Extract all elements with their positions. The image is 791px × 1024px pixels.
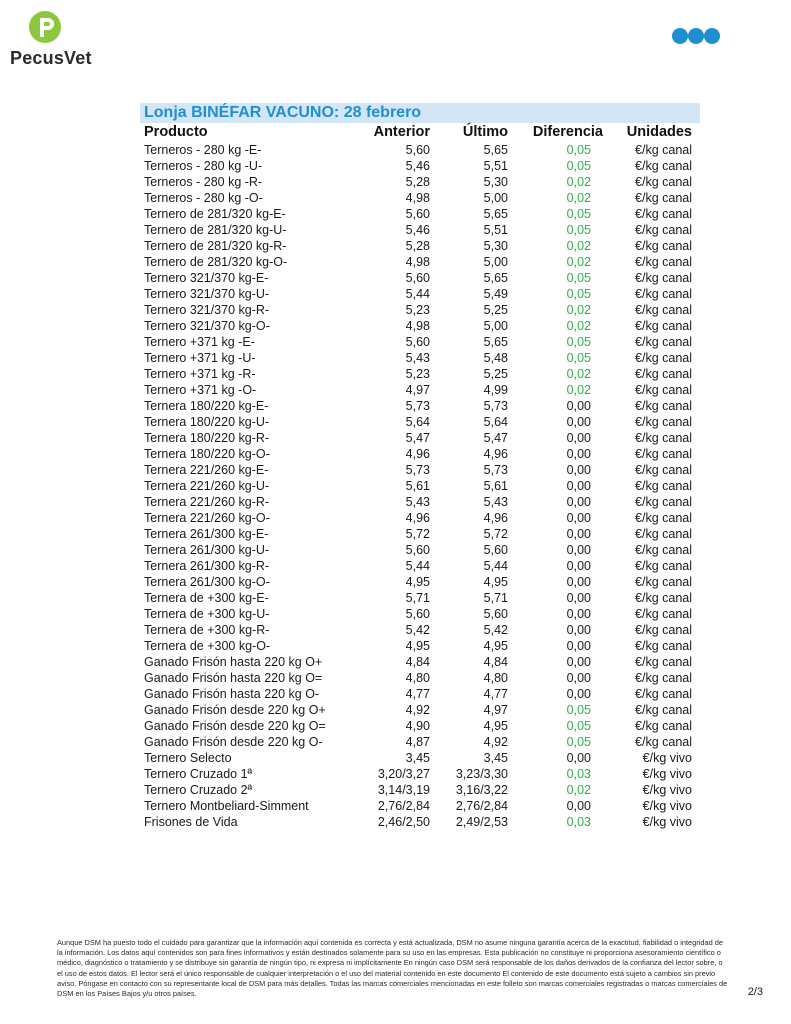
cell-difference: 0,02 [566,383,591,397]
cell-last: 5,42 [483,623,508,637]
cell-last: 5,48 [483,351,508,365]
cell-difference: 0,05 [566,351,591,365]
table-row [140,494,700,510]
cell-difference: 0,00 [566,655,591,669]
cell-previous: 5,71 [405,591,430,605]
cell-units: €/kg canal [635,735,692,749]
cell-last: 5,00 [483,255,508,269]
cell-previous: 5,73 [405,463,430,477]
table-row [140,638,700,654]
cell-difference: 0,00 [566,623,591,637]
cell-last: 5,30 [483,239,508,253]
cell-product: Terneros - 280 kg -U- [144,159,263,173]
table-row [140,222,700,238]
cell-previous: 5,61 [405,479,430,493]
cell-last: 2,49/2,53 [455,815,508,829]
cell-previous: 4,95 [405,639,430,653]
cell-product: Ternero 321/370 kg-R- [144,303,270,317]
cell-product: Ternera de +300 kg-O- [144,639,271,653]
cell-difference: 0,03 [566,815,591,829]
cell-previous: 5,60 [405,143,430,157]
cell-units: €/kg vivo [642,815,692,829]
cell-product: Ternero +371 kg -R- [144,367,256,381]
cell-product: Ternera 180/220 kg-O- [144,447,270,461]
table-row [140,766,700,782]
table-row [140,430,700,446]
cell-difference: 0,02 [566,783,591,797]
cell-units: €/kg canal [635,351,692,365]
cell-last: 4,99 [483,383,508,397]
cell-previous: 5,43 [405,351,430,365]
cell-last: 4,77 [483,687,508,701]
cell-difference: 0,00 [566,687,591,701]
table-row [140,670,700,686]
cell-last: 4,95 [483,639,508,653]
cell-difference: 0,02 [566,239,591,253]
cell-difference: 0,05 [566,719,591,733]
cell-difference: 0,02 [566,175,591,189]
pecusvet-logo [10,8,90,68]
cell-product: Ternera 180/220 kg-U- [144,415,270,429]
cell-previous: 5,60 [405,335,430,349]
cell-product: Ternera de +300 kg-R- [144,623,270,637]
cell-product: Ternero de 281/320 kg-R- [144,239,287,253]
cell-product: Ganado Frisón hasta 220 kg O+ [144,655,323,669]
cell-last: 5,49 [483,287,508,301]
cell-units: €/kg canal [635,303,692,317]
cell-units: €/kg canal [635,319,692,333]
cell-units: €/kg canal [635,575,692,589]
cell-previous: 4,84 [405,655,430,669]
legal-disclaimer: Aunque DSM ha puesto todo el cuidado para garantizar que la información aquí contenida es correcta y está actualizada, DSM no asume ninguna garantía acerca de la exactitud, fiabilidad o integridad de la información. Los datos aquí contenidos son para fines informativos y están destinados solamente para su uso en las empresas. Esta publicación no constituye ni proporciona asesoramiento científico o médico, diagnóstico o tratamiento y se distribuye sin garantía de ningún tipo, ni expresa ni implícitamente En ningún caso DSM será responsable de los daños derivados de la confianza del lector sobre, o el uso de estos datos. El lector será el único responsable de cualquier interpretación o el uso del material contenido en este documento El contenido de este documento está sujeto a cambios sin previo aviso. Póngase en contacto con su representante local de DSM para más detalles. Todas las marcas comerciales mencionadas en este folleto son marcas comerciales registradas o marcas comerciales de DSM en los Países Bajos y/u otros países. [57,938,728,999]
table-row [140,318,700,334]
cell-previous: 4,96 [405,447,430,461]
cell-difference: 0,05 [566,223,591,237]
table-row [140,414,700,430]
header-difference: Diferencia [532,124,603,140]
header-product: Producto [144,124,208,140]
cell-units: €/kg canal [635,143,692,157]
cell-difference: 0,05 [566,703,591,717]
cell-units: €/kg canal [635,527,692,541]
table-row [140,606,700,622]
cell-units: €/kg canal [635,175,692,189]
table-row [140,446,700,462]
cell-product: Ternero +371 kg -E- [144,335,255,349]
cell-last: 4,95 [483,575,508,589]
cell-last: 5,65 [483,143,508,157]
cell-previous: 5,47 [405,431,430,445]
cell-last: 5,71 [483,591,508,605]
cell-product: Ternera 180/220 kg-E- [144,399,269,413]
cell-last: 5,43 [483,495,508,509]
cell-last: 5,60 [483,607,508,621]
page-number: 2/3 [747,986,763,998]
cell-last: 2,76/2,84 [455,799,508,813]
table-row [140,174,700,190]
header-previous: Anterior [373,124,430,140]
cell-product: Ternera 261/300 kg-R- [144,559,270,573]
table-row [140,350,700,366]
cell-previous: 5,46 [405,159,430,173]
header-last: Último [462,124,508,140]
cell-last: 5,65 [483,271,508,285]
table-row [140,158,700,174]
cell-difference: 0,00 [566,431,591,445]
cell-difference: 0,00 [566,559,591,573]
cell-previous: 4,95 [405,575,430,589]
cell-units: €/kg canal [635,703,692,717]
table-row [140,702,700,718]
cell-last: 5,00 [483,319,508,333]
table-row [140,398,700,414]
cell-last: 5,47 [483,431,508,445]
cell-previous: 4,97 [405,383,430,397]
cell-difference: 0,02 [566,191,591,205]
price-section [140,103,700,830]
cell-difference: 0,00 [566,415,591,429]
table-row [140,750,700,766]
cell-difference: 0,05 [566,143,591,157]
table-row [140,526,700,542]
table-row [140,734,700,750]
cell-previous: 4,98 [405,255,430,269]
table-row [140,142,700,158]
cell-previous: 5,60 [405,607,430,621]
cell-product: Ternera 261/300 kg-U- [144,543,270,557]
cell-product: Ternera 221/260 kg-O- [144,511,270,525]
cell-last: 5,61 [483,479,508,493]
cell-units: €/kg canal [635,559,692,573]
cell-product: Ternero Montbeliard-Simment [144,799,309,813]
cell-units: €/kg canal [635,719,692,733]
cell-previous: 4,90 [405,719,430,733]
table-row [140,334,700,350]
cell-units: €/kg canal [635,543,692,557]
cell-units: €/kg canal [635,655,692,669]
cell-product: Ternero Cruzado 2ª [144,783,253,797]
table-row [140,302,700,318]
cell-last: 5,51 [483,159,508,173]
cell-previous: 5,44 [405,287,430,301]
cell-previous: 5,44 [405,559,430,573]
cell-units: €/kg canal [635,335,692,349]
cell-previous: 4,92 [405,703,430,717]
cell-difference: 0,00 [566,799,591,813]
cell-last: 5,73 [483,399,508,413]
table-row [140,510,700,526]
cell-product: Ternera 221/260 kg-U- [144,479,270,493]
cell-last: 5,73 [483,463,508,477]
cell-product: Ternera 221/260 kg-E- [144,463,269,477]
dsm-logo-icon [672,26,720,46]
table-row [140,542,700,558]
cell-product: Ternera 180/220 kg-R- [144,431,270,445]
cell-previous: 5,73 [405,399,430,413]
cell-last: 5,25 [483,367,508,381]
cell-units: €/kg canal [635,463,692,477]
cell-units: €/kg vivo [642,751,692,765]
cell-product: Ganado Frisón hasta 220 kg O- [144,687,320,701]
cell-previous: 4,98 [405,191,430,205]
cell-product: Ternera 261/300 kg-O- [144,575,270,589]
section-title: Lonja BINÉFAR VACUNO: 28 febrero [140,103,700,123]
cell-last: 5,65 [483,207,508,221]
cell-units: €/kg canal [635,287,692,301]
cell-product: Ternero 321/370 kg-O- [144,319,270,333]
cell-units: €/kg canal [635,159,692,173]
cell-difference: 0,00 [566,591,591,605]
cell-last: 5,65 [483,335,508,349]
cell-product: Ternera 261/300 kg-E- [144,527,269,541]
cell-product: Ternero +371 kg -U- [144,351,256,365]
cell-last: 4,97 [483,703,508,717]
cell-previous: 3,14/3,19 [377,783,430,797]
cell-previous: 5,28 [405,239,430,253]
cell-difference: 0,05 [566,335,591,349]
cell-product: Ternero Selecto [144,751,232,765]
cell-previous: 5,60 [405,543,430,557]
cell-difference: 0,02 [566,255,591,269]
cell-last: 5,64 [483,415,508,429]
cell-product: Ternero de 281/320 kg-O- [144,255,288,269]
cell-units: €/kg canal [635,255,692,269]
cell-product: Ganado Frisón desde 220 kg O- [144,735,323,749]
table-row [140,286,700,302]
table-row [140,622,700,638]
cell-difference: 0,00 [566,639,591,653]
cell-product: Ternero +371 kg -O- [144,383,257,397]
cell-previous: 5,43 [405,495,430,509]
table-row [140,238,700,254]
table-row [140,654,700,670]
cell-last: 4,95 [483,719,508,733]
cell-units: €/kg canal [635,415,692,429]
table-row [140,462,700,478]
price-table [140,123,700,830]
cell-units: €/kg canal [635,671,692,685]
cell-difference: 0,05 [566,735,591,749]
table-row [140,382,700,398]
cell-last: 4,80 [483,671,508,685]
cell-difference: 0,00 [566,607,591,621]
cell-units: €/kg canal [635,639,692,653]
cell-difference: 0,00 [566,751,591,765]
cell-last: 3,16/3,22 [455,783,508,797]
cell-last: 5,72 [483,527,508,541]
cell-difference: 0,02 [566,303,591,317]
pecusvet-logo-icon [28,10,62,44]
cell-difference: 0,05 [566,271,591,285]
cell-previous: 4,96 [405,511,430,525]
table-row [140,718,700,734]
cell-last: 5,60 [483,543,508,557]
cell-units: €/kg canal [635,479,692,493]
table-row [140,270,700,286]
cell-units: €/kg canal [635,623,692,637]
cell-product: Ternero de 281/320 kg-E- [144,207,286,221]
cell-difference: 0,05 [566,287,591,301]
cell-units: €/kg canal [635,399,692,413]
cell-previous: 5,42 [405,623,430,637]
table-row [140,590,700,606]
cell-last: 5,00 [483,191,508,205]
cell-previous: 5,64 [405,415,430,429]
cell-previous: 5,46 [405,223,430,237]
cell-product: Frisones de Vida [144,815,238,829]
cell-product: Ternera de +300 kg-E- [144,591,269,605]
cell-previous: 5,28 [405,175,430,189]
cell-difference: 0,00 [566,671,591,685]
cell-units: €/kg canal [635,687,692,701]
cell-difference: 0,05 [566,159,591,173]
cell-units: €/kg canal [635,383,692,397]
cell-last: 4,92 [483,735,508,749]
cell-previous: 3,20/3,27 [377,767,430,781]
cell-units: €/kg vivo [642,799,692,813]
table-row [140,782,700,798]
cell-product: Ternero 321/370 kg-U- [144,287,270,301]
cell-difference: 0,00 [566,495,591,509]
table-row [140,254,700,270]
cell-difference: 0,00 [566,399,591,413]
table-row [140,366,700,382]
table-row [140,558,700,574]
cell-difference: 0,02 [566,367,591,381]
cell-units: €/kg canal [635,607,692,621]
cell-previous: 5,23 [405,367,430,381]
cell-last: 5,44 [483,559,508,573]
cell-units: €/kg canal [635,271,692,285]
cell-units: €/kg canal [635,207,692,221]
cell-previous: 5,23 [405,303,430,317]
table-row [140,190,700,206]
table-row [140,686,700,702]
cell-product: Ganado Frisón desde 220 kg O= [144,719,326,733]
cell-last: 3,45 [483,751,508,765]
cell-product: Ternera 221/260 kg-R- [144,495,270,509]
cell-product: Ganado Frisón desde 220 kg O+ [144,703,326,717]
cell-units: €/kg vivo [642,783,692,797]
cell-difference: 0,00 [566,479,591,493]
cell-units: €/kg canal [635,367,692,381]
table-row [140,478,700,494]
cell-previous: 4,98 [405,319,430,333]
cell-previous: 5,60 [405,271,430,285]
cell-difference: 0,00 [566,511,591,525]
cell-previous: 5,72 [405,527,430,541]
cell-units: €/kg canal [635,191,692,205]
cell-units: €/kg canal [635,239,692,253]
cell-units: €/kg vivo [642,767,692,781]
cell-difference: 0,00 [566,575,591,589]
cell-previous: 3,45 [405,751,430,765]
cell-difference: 0,00 [566,543,591,557]
cell-previous: 2,76/2,84 [377,799,430,813]
cell-product: Terneros - 280 kg -E- [144,143,262,157]
cell-product: Ganado Frisón hasta 220 kg O= [144,671,323,685]
cell-previous: 4,77 [405,687,430,701]
cell-product: Terneros - 280 kg -R- [144,175,263,189]
table-header-row [140,123,700,142]
cell-previous: 4,80 [405,671,430,685]
cell-units: €/kg canal [635,511,692,525]
cell-previous: 5,60 [405,207,430,221]
cell-last: 4,96 [483,511,508,525]
cell-last: 4,96 [483,447,508,461]
header-units: Unidades [626,124,692,140]
cell-previous: 2,46/2,50 [377,815,430,829]
cell-last: 5,25 [483,303,508,317]
cell-last: 5,51 [483,223,508,237]
cell-product: Ternero de 281/320 kg-U- [144,223,287,237]
cell-difference: 0,05 [566,207,591,221]
cell-product: Terneros - 280 kg -O- [144,191,263,205]
cell-difference: 0,00 [566,463,591,477]
table-row [140,798,700,814]
cell-units: €/kg canal [635,447,692,461]
brand-name: PecusVet [10,48,92,68]
cell-difference: 0,02 [566,319,591,333]
cell-product: Ternera de +300 kg-U- [144,607,270,621]
table-row [140,814,700,830]
cell-difference: 0,03 [566,767,591,781]
cell-previous: 4,87 [405,735,430,749]
cell-units: €/kg canal [635,223,692,237]
cell-units: €/kg canal [635,431,692,445]
cell-units: €/kg canal [635,495,692,509]
cell-last: 3,23/3,30 [455,767,508,781]
cell-product: Ternero 321/370 kg-E- [144,271,269,285]
cell-difference: 0,00 [566,527,591,541]
cell-units: €/kg canal [635,591,692,605]
table-row [140,206,700,222]
cell-last: 4,84 [483,655,508,669]
cell-difference: 0,00 [566,447,591,461]
table-row [140,574,700,590]
cell-last: 5,30 [483,175,508,189]
cell-product: Ternero Cruzado 1ª [144,767,253,781]
